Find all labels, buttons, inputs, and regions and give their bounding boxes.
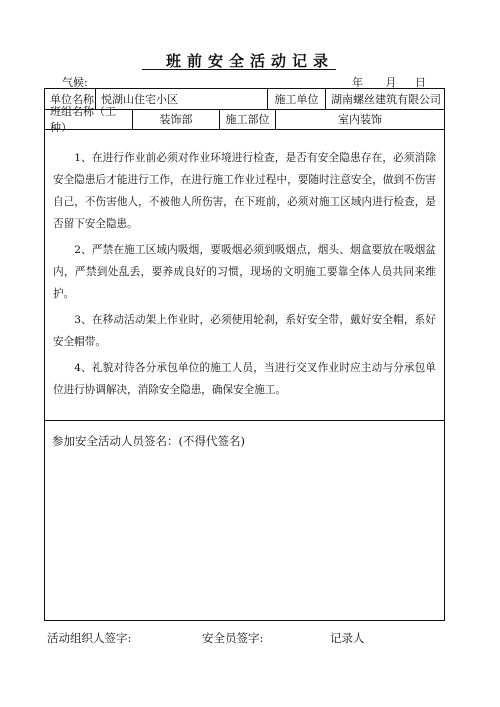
- team-name-label: 班组名称（工种）: [45, 109, 133, 129]
- recorder-label: 记录人: [330, 631, 365, 645]
- construction-unit-label: 施工单位: [268, 89, 326, 109]
- title-underline: [142, 69, 336, 70]
- table-row-team: [45, 105, 444, 134]
- safety-officer-signature-label: 安全员签字:: [202, 631, 264, 645]
- construction-unit-value: 湖南螺丝建筑有限公司: [331, 93, 441, 106]
- signature-area[interactable]: [45, 421, 444, 620]
- unit-name-label: 单位名称: [45, 89, 96, 109]
- weather-label: 气候:: [62, 76, 88, 89]
- construction-part-value: 室内装饰: [338, 113, 382, 126]
- record-table: [44, 88, 445, 621]
- signature-label: 参加安全活动人员签名：(不得代签名): [52, 434, 245, 448]
- team-name-value: 装饰部: [133, 109, 220, 129]
- safety-item: 2、严禁在施工区域内吸烟，要吸烟必须到吸烟点，烟头、烟盒要放在吸烟盆内，严禁到处乱丢，要养成良好的习惯，现场的文明施工要靠全体人员共同来维护。: [53, 244, 436, 300]
- organizer-signature-label: 活动组织人签字:: [47, 631, 132, 645]
- safety-item: 1、在进行作业前必须对作业环境进行检查，是否有安全隐患存在，必须消除安全隐患后才能进行工作，在进行施工作业过程中，要随时注意安全，做到不伤害自己，不伤害他人，不被他人所伤害，在下班前，必须对施工区域内进行检查，是否留下安全隐患。: [53, 152, 436, 230]
- date-day-label: 日: [415, 76, 426, 89]
- safety-item: 3、在移动活动架上作业时，必须使用轮刹，系好安全带，戴好安全帽，系好安全帽带。: [53, 314, 436, 348]
- construction-part-label: 施工部位: [220, 109, 276, 129]
- document-title: 班前安全活动记录: [165, 52, 334, 70]
- date-month-label: 月: [385, 76, 397, 89]
- safety-content: [45, 129, 444, 421]
- unit-name-value: 悦湖山住宅小区: [96, 89, 268, 109]
- safety-item: 4、礼貌对待各分承包单位的施工人员，当进行交叉作业时应主动与分承包单位进行协调解决，消除安全隐患，确保安全施工。: [53, 362, 436, 396]
- date-year-label: 年: [352, 76, 363, 89]
